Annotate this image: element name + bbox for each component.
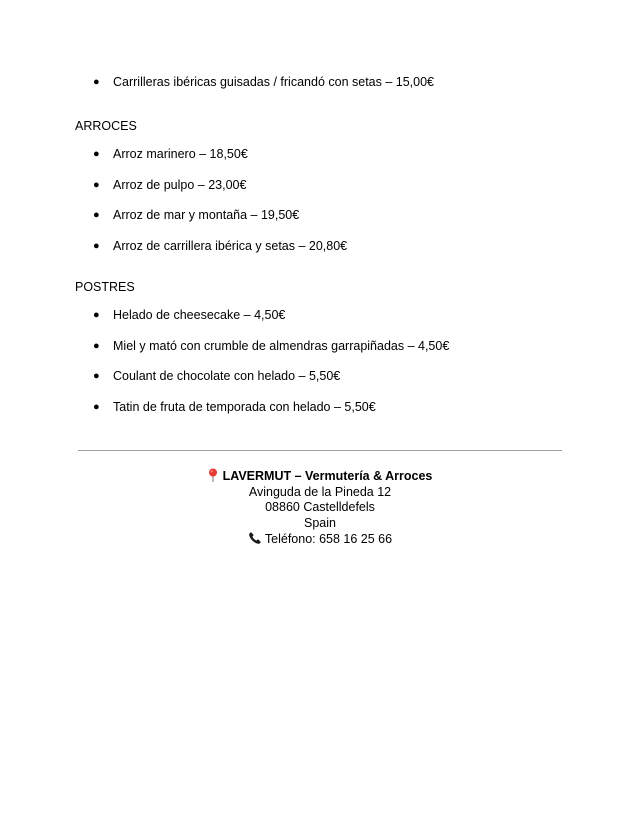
business-line <box>0 468 640 485</box>
menu-item-text: Carrilleras ibéricas guisadas / fricandó con setas – 15,00€ <box>113 75 435 89</box>
phone-line <box>0 531 640 548</box>
horizontal-divider <box>78 450 562 451</box>
bullet: ● <box>93 76 100 88</box>
map-pin-icon <box>208 468 218 482</box>
menu-item-text: Helado de cheesecake – 4,50€ <box>113 308 286 322</box>
menu-item-text: Arroz de carrillera ibérica y setas – 20,80€ <box>113 238 348 253</box>
menu-item-text: Arroz de mar y montaña – 19,50€ <box>113 208 300 222</box>
business-name: LAVERMUT – Vermutería & Arroces <box>222 469 433 483</box>
postal-city: 08860 Castelldefels <box>265 500 375 514</box>
bullet: ● <box>93 148 100 160</box>
menu-item-text: Arroz de pulpo – 23,00€ <box>113 177 247 192</box>
bullet: ● <box>93 239 100 252</box>
menu-item-text: Tatin de fruta de temporada con helado – 5,50€ <box>113 399 376 414</box>
menu-item-text: Miel y mató con crumble de almendras garrapiñadas – 4,50€ <box>113 338 450 353</box>
bullet: ● <box>93 339 100 352</box>
bullet: ● <box>93 309 100 321</box>
bullet: ● <box>93 400 100 413</box>
menu-item-text: Coulant de chocolate con helado – 5,50€ <box>113 369 341 383</box>
bullet: ● <box>93 178 100 191</box>
bullet: ● <box>93 370 100 382</box>
menu-item-text: Arroz marinero – 18,50€ <box>113 147 248 161</box>
section-heading-arroces: ARROCES <box>75 119 137 133</box>
contact-block <box>0 468 640 548</box>
section-heading-postres: POSTRES <box>75 280 135 294</box>
country: Spain <box>304 515 336 530</box>
phone-number: Teléfono: 658 16 25 66 <box>264 532 393 546</box>
bullet: ● <box>93 209 100 221</box>
telephone-icon <box>248 531 262 545</box>
street-address: Avinguda de la Pineda 12 <box>248 484 392 499</box>
